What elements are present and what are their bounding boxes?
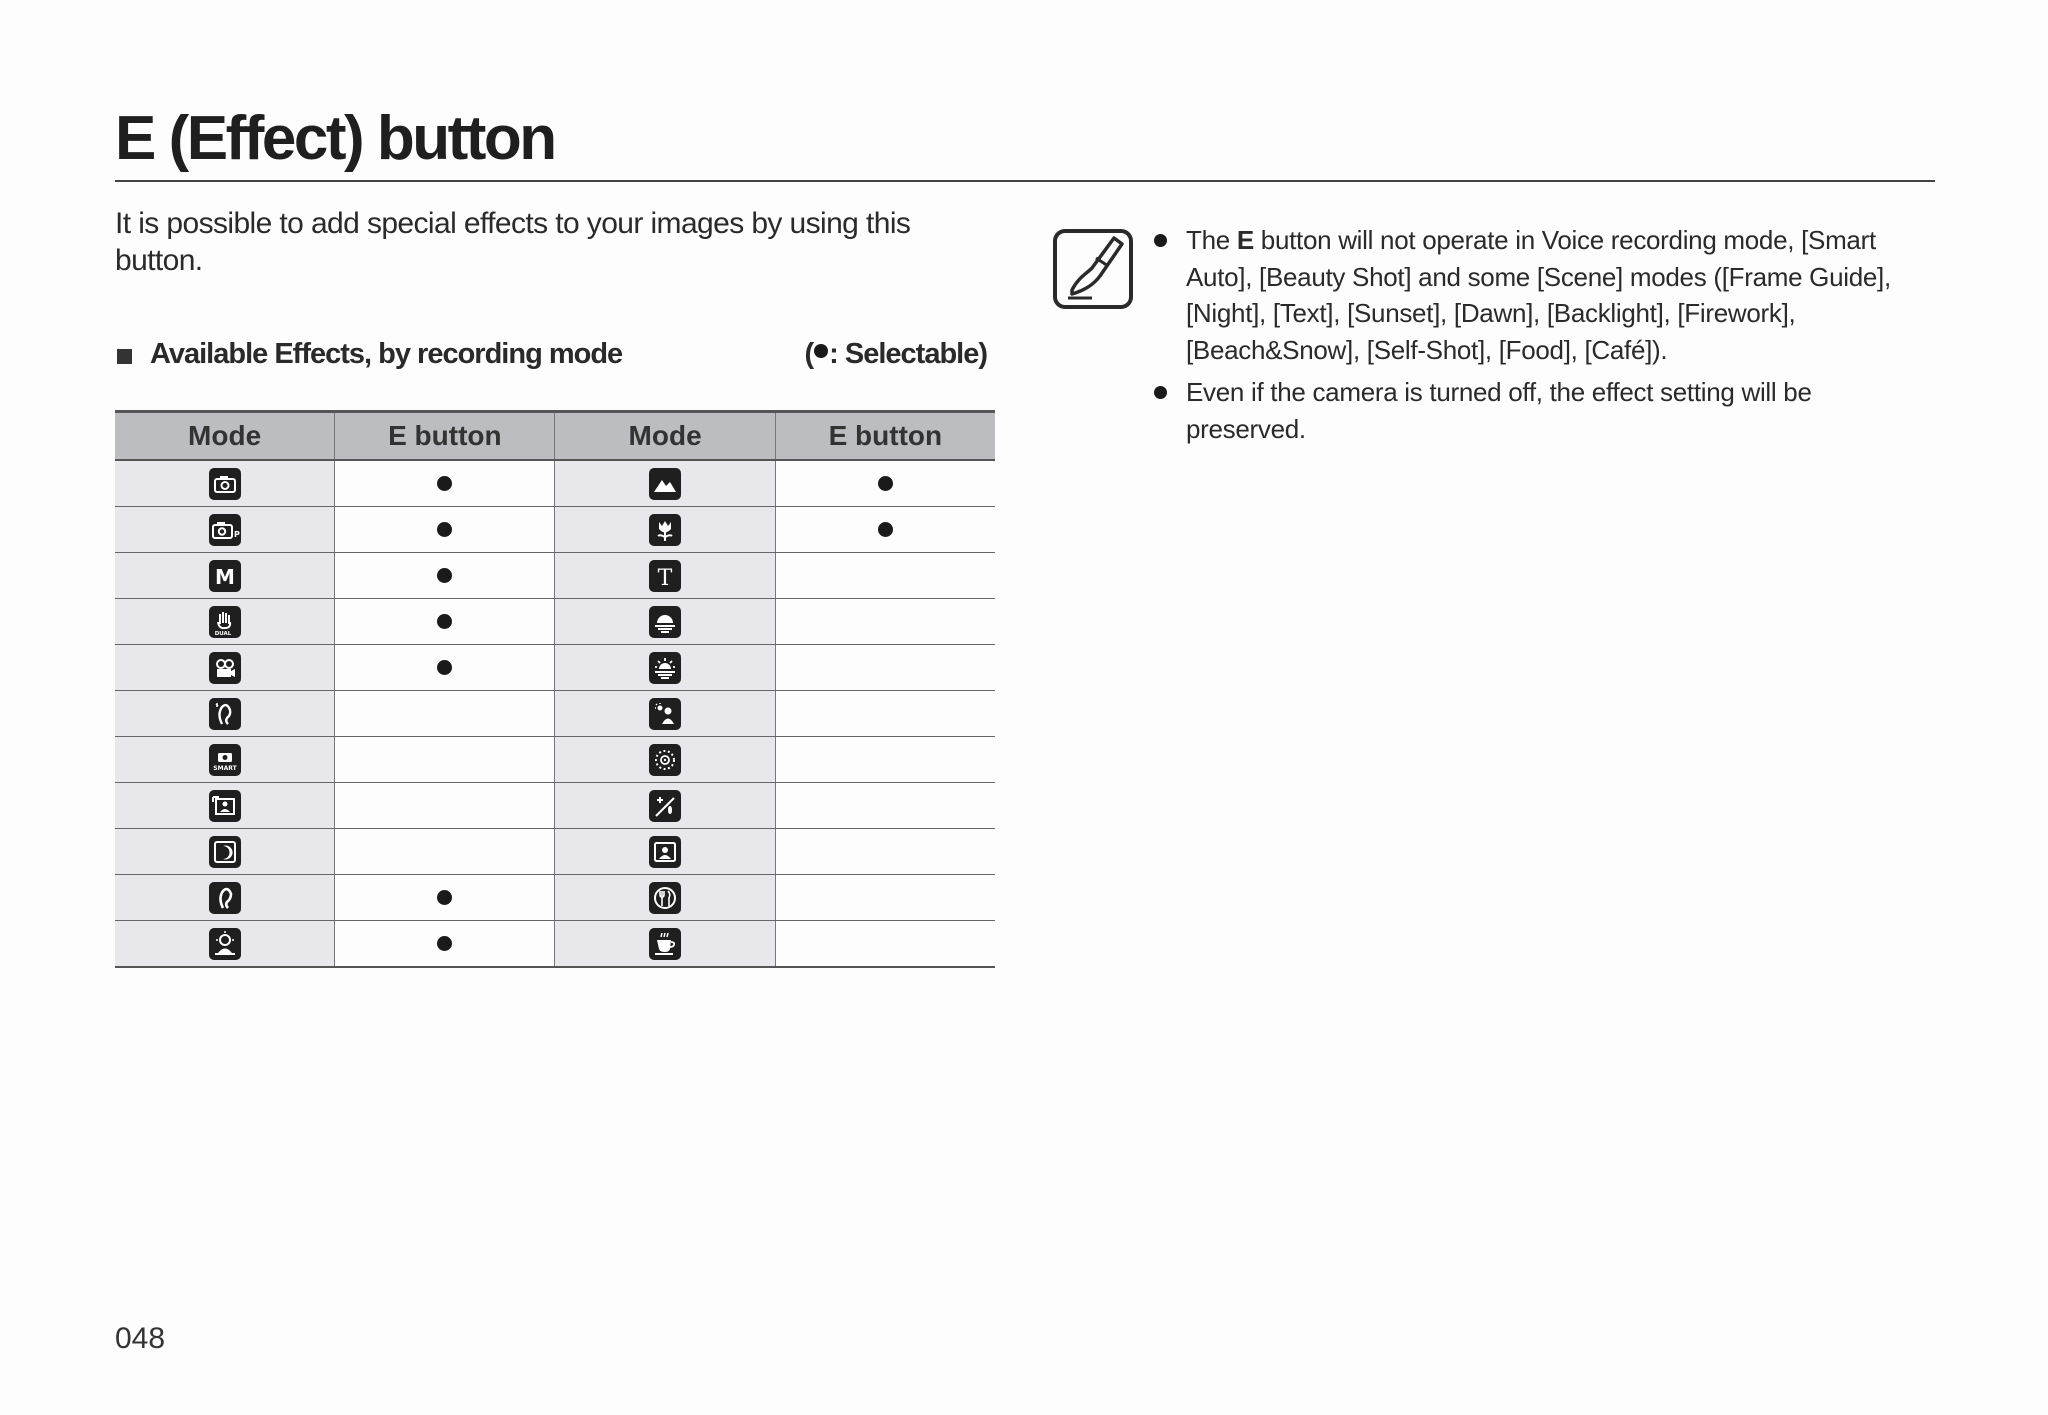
bullet-dot-icon <box>1154 386 1167 399</box>
svg-text:P: P <box>233 529 240 539</box>
header-e-button-1: E button <box>335 412 555 461</box>
table-row <box>115 460 995 507</box>
mode-cell <box>115 691 335 737</box>
mode-cell <box>555 507 775 553</box>
backlight-icon <box>649 698 681 730</box>
mode-cell <box>555 553 775 599</box>
note-text-post: button will not operate in Voice recording mode, [Smart Auto], [Beauty Shot] and some [Scene] modes ([Frame Guide], [Night], [Text], [Sunset], [Dawn], [Backlight], [Firework], [Beach&Snow], [Self-Shot], [Food], [Café]). <box>1186 225 1891 365</box>
mode-cell <box>555 599 775 645</box>
intro-text: It is possible to add special effects to your images by using this button. <box>115 207 911 277</box>
e-button-cell <box>775 645 995 691</box>
e-button-cell <box>335 507 555 553</box>
night-moon-icon <box>209 836 241 868</box>
header-mode-2: Mode <box>555 412 775 461</box>
table-row <box>115 875 995 921</box>
e-button-cell <box>335 645 555 691</box>
selectable-dot-icon <box>878 476 893 491</box>
note-text-bold: E <box>1236 225 1254 255</box>
selectable-dot-icon <box>437 568 452 583</box>
beauty-shot-icon <box>209 698 241 730</box>
selectable-legend <box>804 338 987 371</box>
bullet-dot-icon <box>1154 234 1167 247</box>
selectable-dot-icon <box>878 522 893 537</box>
mode-cell <box>115 507 335 553</box>
note-text-pre: The <box>1186 225 1237 255</box>
table-row <box>115 737 995 783</box>
page-number: 048 <box>115 1322 166 1355</box>
selectable-dot-icon <box>437 936 452 951</box>
smart-auto-icon <box>209 744 241 776</box>
e-button-cell <box>775 599 995 645</box>
mode-cell <box>115 645 335 691</box>
selectable-dot-icon <box>437 890 452 905</box>
e-button-cell <box>335 460 555 507</box>
header-e-button-2: E button <box>775 412 995 461</box>
food-icon <box>649 882 681 914</box>
e-button-cell <box>775 691 995 737</box>
camera-program-icon <box>209 514 241 546</box>
self-shot-icon <box>649 836 681 868</box>
mode-cell <box>555 691 775 737</box>
mode-cell <box>115 829 335 875</box>
header-mode-1: Mode <box>115 412 335 461</box>
dawn-icon <box>649 652 681 684</box>
cafe-cup-icon <box>649 928 681 960</box>
e-button-cell <box>335 691 555 737</box>
e-button-cell <box>775 921 995 968</box>
e-button-cell <box>775 460 995 507</box>
note-text: Even if the camera is turned off, the effect setting will be preserved. <box>1186 377 1812 444</box>
legend-label: : Selectable) <box>829 338 987 370</box>
e-button-cell <box>335 829 555 875</box>
table-row <box>115 829 995 875</box>
e-button-cell <box>775 553 995 599</box>
frame-guide-icon <box>209 790 241 822</box>
table-row <box>115 507 995 553</box>
note-item <box>1150 222 1910 368</box>
selectable-dot-icon <box>437 522 452 537</box>
e-button-cell <box>335 875 555 921</box>
page-title: E (Effect) button <box>115 104 555 173</box>
mode-cell <box>555 921 775 968</box>
section-heading <box>115 338 985 378</box>
e-button-cell <box>775 507 995 553</box>
table-row <box>115 921 995 968</box>
close-up-flower-icon <box>649 514 681 546</box>
portrait-icon <box>209 882 241 914</box>
beach-snow-icon <box>649 790 681 822</box>
manual-m-icon <box>209 560 241 592</box>
mode-cell <box>555 737 775 783</box>
e-button-cell <box>335 783 555 829</box>
sunset-icon <box>649 606 681 638</box>
mode-cell <box>115 460 335 507</box>
mode-cell <box>115 783 335 829</box>
selectable-dot-icon <box>437 476 452 491</box>
e-button-cell <box>775 737 995 783</box>
svg-text:M: M <box>214 564 235 589</box>
mode-cell <box>555 875 775 921</box>
mode-cell <box>115 737 335 783</box>
e-button-cell <box>335 599 555 645</box>
table-row <box>115 553 995 599</box>
svg-text:DUAL: DUAL <box>214 630 231 637</box>
mode-cell <box>555 783 775 829</box>
dual-is-hand-icon <box>209 606 241 638</box>
mode-cell <box>115 599 335 645</box>
e-button-cell <box>775 829 995 875</box>
selectable-dot-icon <box>437 660 452 675</box>
square-bullet-icon <box>117 349 132 364</box>
firework-icon <box>649 744 681 776</box>
note-pencil-icon <box>1052 228 1134 310</box>
mode-cell <box>115 553 335 599</box>
mode-cell <box>555 460 775 507</box>
table-row <box>115 599 995 645</box>
mode-cell <box>115 921 335 968</box>
mode-cell <box>555 829 775 875</box>
table-row <box>115 645 995 691</box>
svg-text:SMART: SMART <box>212 764 237 772</box>
e-button-cell <box>775 783 995 829</box>
table-row <box>115 691 995 737</box>
mode-cell <box>555 645 775 691</box>
e-button-cell <box>775 875 995 921</box>
title-divider <box>115 180 1935 182</box>
movie-camera-icon <box>209 652 241 684</box>
mode-cell <box>115 875 335 921</box>
legend-open: ( <box>804 338 814 370</box>
e-button-cell <box>335 737 555 783</box>
selectable-dot-icon <box>437 614 452 629</box>
table-header-row <box>115 412 995 461</box>
svg-text:T: T <box>657 565 673 591</box>
children-icon <box>209 928 241 960</box>
camera-auto-icon <box>209 468 241 500</box>
legend-dot-icon <box>814 344 828 358</box>
table-row <box>115 783 995 829</box>
e-button-cell <box>335 553 555 599</box>
effects-table <box>115 410 995 968</box>
text-t-icon <box>649 560 681 592</box>
note-item <box>1150 374 1910 447</box>
section-heading-text: Available Effects, by recording mode <box>150 338 623 370</box>
notes-list <box>1150 222 1910 453</box>
landscape-icon <box>649 468 681 500</box>
e-button-cell <box>335 921 555 968</box>
